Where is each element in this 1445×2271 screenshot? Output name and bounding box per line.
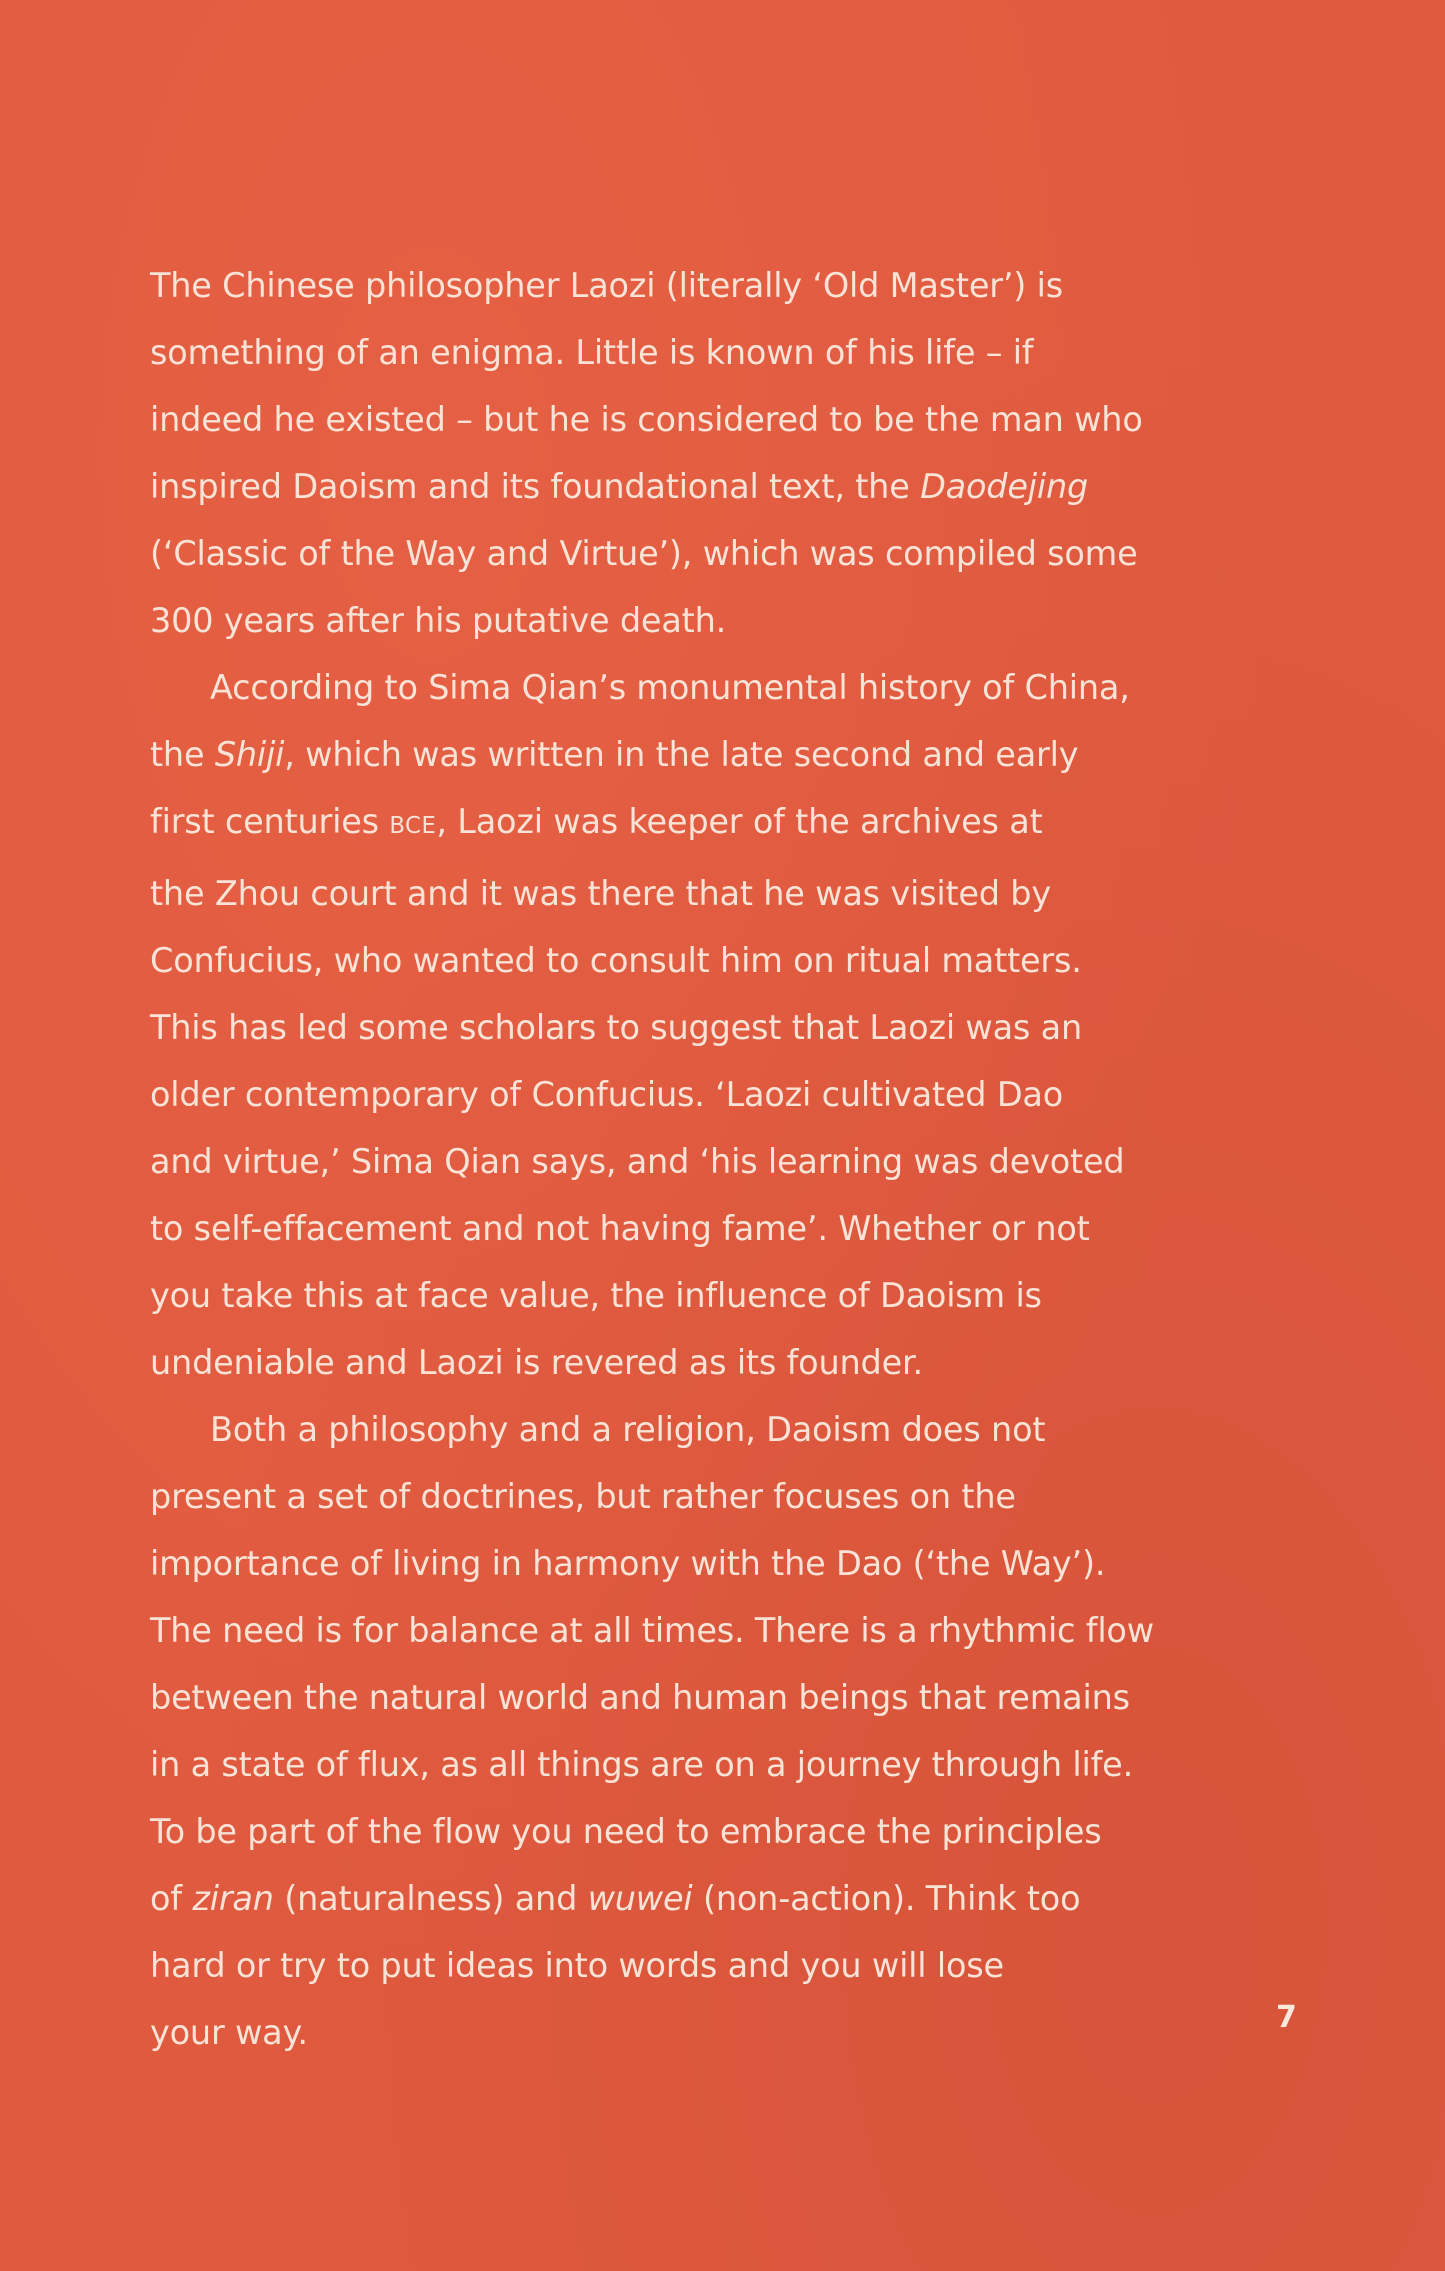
text-run: This has led some scholars to suggest that Laozi was an — [150, 1008, 1082, 1047]
text-run: in a state of flux, as all things are on a journey through life. — [150, 1745, 1134, 1784]
text-run: To be part of the flow you need to embrace the principles — [150, 1812, 1102, 1851]
text-run: and virtue,’ Sima Qian says, and ‘his learning was devoted — [150, 1142, 1125, 1181]
paragraph-3 — [150, 1396, 1300, 2066]
text-line — [150, 1396, 1300, 1463]
text-run: (non-action). Think too — [692, 1879, 1081, 1918]
text-line — [150, 1999, 1300, 2066]
text-run: undeniable and Laozi is revered as its founder. — [150, 1343, 923, 1382]
text-run: , Laozi was keeper of the archives at — [436, 802, 1043, 841]
text-run: According to Sima Qian’s monumental history of China, — [210, 668, 1130, 707]
text-line — [150, 1664, 1300, 1731]
text-run: indeed he existed – but he is considered to be the man who — [150, 400, 1143, 439]
italic-text: wuwei — [587, 1879, 693, 1918]
text-line — [150, 1932, 1300, 1999]
text-line — [150, 721, 1300, 788]
text-line — [150, 587, 1300, 654]
text-run: to self-effacement and not having fame’. Whether or not — [150, 1209, 1090, 1248]
text-line — [150, 994, 1300, 1061]
text-run: your way. — [150, 2013, 308, 2052]
text-line — [150, 1798, 1300, 1865]
text-run: Confucius, who wanted to consult him on ritual matters. — [150, 941, 1082, 980]
text-line — [150, 520, 1300, 587]
text-run: The need is for balance at all times. There is a rhythmic flow — [150, 1611, 1154, 1650]
text-line — [150, 1530, 1300, 1597]
text-run: (naturalness) and — [273, 1879, 588, 1918]
text-run: the Zhou court and it was there that he was visited by — [150, 874, 1051, 913]
text-run: of — [150, 1879, 193, 1918]
text-line — [150, 1195, 1300, 1262]
text-run: hard or try to put ideas into words and you will lose — [150, 1946, 1004, 1985]
text-run: first centuries — [150, 802, 390, 841]
text-run: importance of living in harmony with the Dao (‘the Way’). — [150, 1544, 1106, 1583]
text-line — [150, 1463, 1300, 1530]
text-run: between the natural world and human beings that remains — [150, 1678, 1130, 1717]
text-run: 300 years after his putative death. — [150, 601, 727, 640]
text-run: , which was written in the late second and early — [284, 735, 1079, 774]
text-line — [150, 788, 1300, 860]
text-run: older contemporary of Confucius. ‘Laozi cultivated Dao — [150, 1075, 1064, 1114]
text-line — [150, 1731, 1300, 1798]
text-run: you take this at face value, the influence of Daoism is — [150, 1276, 1042, 1315]
text-line — [150, 319, 1300, 386]
text-line — [150, 1329, 1300, 1396]
text-line — [150, 1262, 1300, 1329]
small-caps-text: BCE — [389, 813, 437, 839]
text-run: Both a philosophy and a religion, Daoism does not — [210, 1410, 1046, 1449]
paragraph-1 — [150, 252, 1300, 654]
text-run: the — [150, 735, 215, 774]
text-run: (‘Classic of the Way and Virtue’), which was compiled some — [150, 534, 1138, 573]
page-number: 7 — [1276, 2000, 1297, 2035]
body-text — [150, 252, 1300, 2066]
italic-text: Daodejing — [920, 467, 1089, 506]
italic-text: ziran — [192, 1879, 274, 1918]
italic-text: Shiji — [214, 735, 285, 774]
text-line — [150, 654, 1300, 721]
text-line — [150, 252, 1300, 319]
text-line — [150, 453, 1300, 520]
text-line — [150, 1597, 1300, 1664]
text-line — [150, 386, 1300, 453]
text-line — [150, 1865, 1300, 1932]
text-line — [150, 860, 1300, 927]
text-run: something of an enigma. Little is known of his life – if — [150, 333, 1034, 372]
text-run: inspired Daoism and its foundational text, the — [150, 467, 921, 506]
text-run: The Chinese philosopher Laozi (literally ‘Old Master’) is — [150, 266, 1063, 305]
text-line — [150, 927, 1300, 994]
text-line — [150, 1128, 1300, 1195]
text-line — [150, 1061, 1300, 1128]
paragraph-2 — [150, 654, 1300, 1396]
text-run: present a set of doctrines, but rather focuses on the — [150, 1477, 1016, 1516]
